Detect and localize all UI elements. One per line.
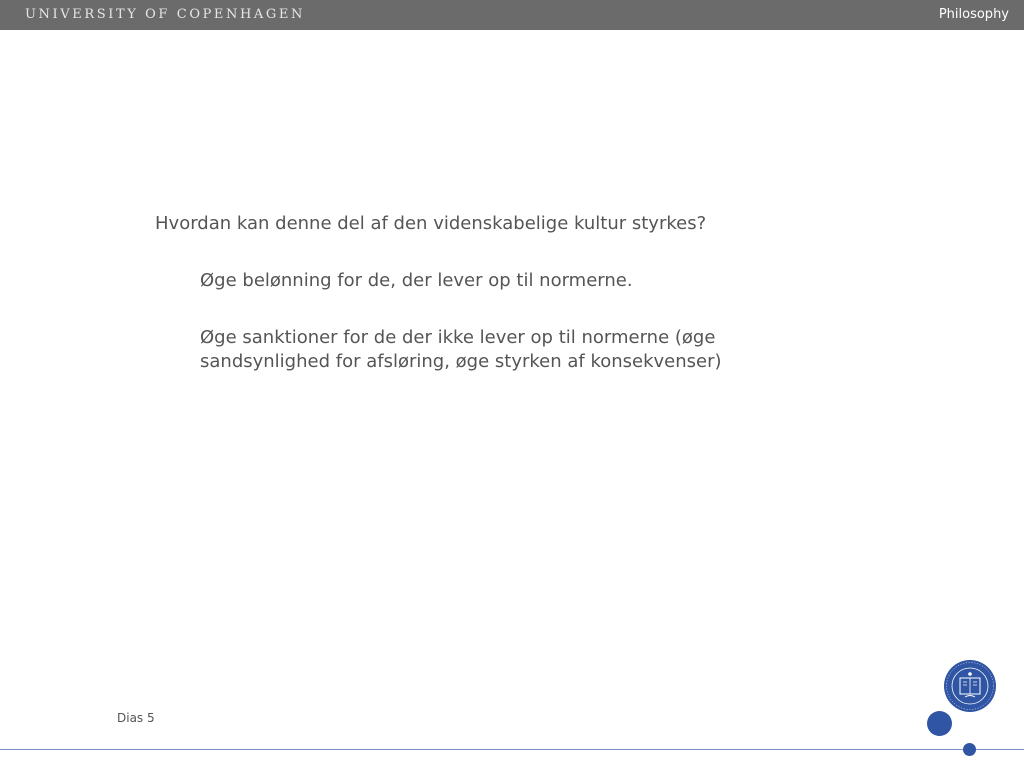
main-question: Hvordan kan denne del af den videnskabelige kultur styrkes? (155, 213, 707, 234)
institution-name: UNIVERSITY OF COPENHAGEN (25, 7, 305, 22)
decorative-dot-large (927, 711, 952, 736)
bullet-item-1: Øge belønning for de, der lever op til normerne. (200, 270, 633, 291)
department-name: Philosophy (938, 7, 1009, 22)
university-seal-logo (943, 659, 997, 713)
footer-divider (0, 749, 1024, 750)
bullet-item-2: Øge sanktioner for de der ikke lever op til normerne (øge sandsynlighed for afsløring, øge styrken af konsekvenser) (200, 327, 722, 372)
decorative-dot-small (963, 743, 976, 756)
header-bar (0, 0, 1024, 30)
slide-number: Dias 5 (117, 711, 155, 725)
